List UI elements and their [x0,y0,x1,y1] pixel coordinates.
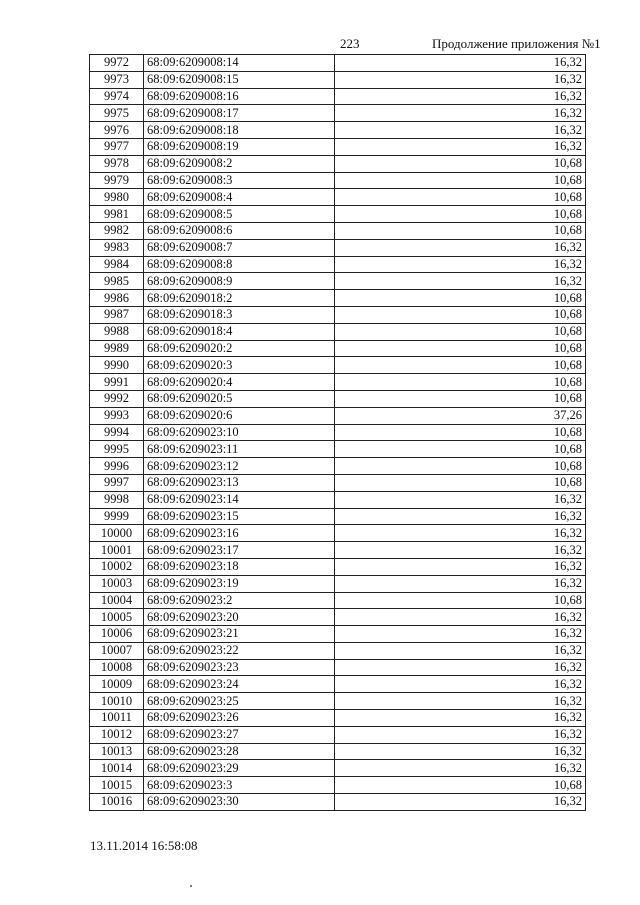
cadastral-number-cell: 68:09:6209023:29 [144,760,335,777]
value-cell: 10,68 [335,189,586,206]
table-row [90,659,586,676]
value-cell: 16,32 [335,55,586,72]
value-cell: 10,68 [335,592,586,609]
row-number-cell: 10004 [90,592,144,609]
table-row [90,256,586,273]
table-row [90,794,586,811]
value-cell: 16,32 [335,659,586,676]
page-number: 223 [340,36,360,51]
value-cell: 16,32 [335,256,586,273]
value-cell: 10,68 [335,357,586,374]
row-number-cell: 9988 [90,323,144,340]
row-number-cell: 9995 [90,441,144,458]
cadastral-number-cell: 68:09:6209023:23 [144,659,335,676]
table-row [90,743,586,760]
row-number-cell: 9977 [90,138,144,155]
table-row [90,575,586,592]
cadastral-number-cell: 68:09:6209018:3 [144,306,335,323]
table-row [90,642,586,659]
table-row [90,88,586,105]
value-cell: 16,32 [335,542,586,559]
cadastral-number-cell: 68:09:6209008:8 [144,256,335,273]
cadastral-number-cell: 68:09:6209008:9 [144,273,335,290]
row-number-cell: 9996 [90,458,144,475]
row-number-cell: 10012 [90,726,144,743]
table-row [90,189,586,206]
row-number-cell: 10016 [90,794,144,811]
table-row [90,508,586,525]
row-number-cell: 9999 [90,508,144,525]
data-table [89,54,586,811]
value-cell: 10,68 [335,290,586,307]
table-row [90,340,586,357]
value-cell: 10,68 [335,155,586,172]
row-number-cell: 9987 [90,306,144,323]
row-number-cell: 9973 [90,71,144,88]
row-number-cell: 9998 [90,491,144,508]
row-number-cell: 10007 [90,642,144,659]
row-number-cell: 10003 [90,575,144,592]
row-number-cell: 10008 [90,659,144,676]
value-cell: 10,68 [335,441,586,458]
cadastral-number-cell: 68:09:6209023:26 [144,710,335,727]
row-number-cell: 9983 [90,239,144,256]
cadastral-number-cell: 68:09:6209008:18 [144,122,335,139]
table-row [90,105,586,122]
row-number-cell: 9997 [90,474,144,491]
row-number-cell: 9984 [90,256,144,273]
table-row [90,491,586,508]
table-row [90,138,586,155]
table-row [90,306,586,323]
cadastral-number-cell: 68:09:6209023:10 [144,424,335,441]
row-number-cell: 10006 [90,626,144,643]
table-row [90,726,586,743]
cadastral-number-cell: 68:09:6209023:2 [144,592,335,609]
value-cell: 16,32 [335,642,586,659]
scan-dot [190,885,192,887]
cadastral-number-cell: 68:09:6209023:11 [144,441,335,458]
table-row [90,676,586,693]
cadastral-number-cell: 68:09:6209023:21 [144,626,335,643]
cadastral-number-cell: 68:09:6209020:5 [144,390,335,407]
table-row [90,525,586,542]
row-number-cell: 9992 [90,390,144,407]
row-number-cell: 10011 [90,710,144,727]
row-number-cell: 10000 [90,525,144,542]
value-cell: 16,32 [335,122,586,139]
cadastral-number-cell: 68:09:6209023:24 [144,676,335,693]
value-cell: 10,68 [335,474,586,491]
value-cell: 10,68 [335,172,586,189]
row-number-cell: 9981 [90,206,144,223]
value-cell: 16,32 [335,693,586,710]
value-cell: 16,32 [335,508,586,525]
cadastral-number-cell: 68:09:6209020:2 [144,340,335,357]
table-row [90,172,586,189]
row-number-cell: 9974 [90,88,144,105]
cadastral-number-cell: 68:09:6209018:4 [144,323,335,340]
row-number-cell: 9994 [90,424,144,441]
table-row [90,777,586,794]
value-cell: 10,68 [335,390,586,407]
cadastral-number-cell: 68:09:6209023:14 [144,491,335,508]
row-number-cell: 9975 [90,105,144,122]
row-number-cell: 9982 [90,222,144,239]
cadastral-number-cell: 68:09:6209008:4 [144,189,335,206]
table-row [90,441,586,458]
cadastral-number-cell: 68:09:6209018:2 [144,290,335,307]
table-row [90,542,586,559]
value-cell: 10,68 [335,458,586,475]
table-row [90,710,586,727]
value-cell: 16,32 [335,525,586,542]
value-cell: 37,26 [335,407,586,424]
value-cell: 10,68 [335,222,586,239]
cadastral-number-cell: 68:09:6209008:6 [144,222,335,239]
table-row [90,290,586,307]
cadastral-number-cell: 68:09:6209023:28 [144,743,335,760]
cadastral-number-cell: 68:09:6209023:27 [144,726,335,743]
table-row [90,474,586,491]
cadastral-number-cell: 68:09:6209023:18 [144,558,335,575]
cadastral-number-cell: 68:09:6209008:14 [144,55,335,72]
table-row [90,222,586,239]
table-row [90,122,586,139]
value-cell: 10,68 [335,777,586,794]
row-number-cell: 9985 [90,273,144,290]
value-cell: 16,32 [335,575,586,592]
footer-timestamp: 13.11.2014 16:58:08 [90,838,198,853]
table-row [90,71,586,88]
table-row [90,693,586,710]
table-row [90,609,586,626]
value-cell: 16,32 [335,105,586,122]
table-row [90,273,586,290]
table-row [90,558,586,575]
row-number-cell: 9979 [90,172,144,189]
table-row [90,374,586,391]
row-number-cell: 10010 [90,693,144,710]
cadastral-number-cell: 68:09:6209008:16 [144,88,335,105]
table-row [90,760,586,777]
value-cell: 10,68 [335,374,586,391]
value-cell: 16,32 [335,626,586,643]
value-cell: 10,68 [335,323,586,340]
cadastral-number-cell: 68:09:6209020:4 [144,374,335,391]
value-cell: 16,32 [335,710,586,727]
value-cell: 10,68 [335,306,586,323]
cadastral-number-cell: 68:09:6209008:19 [144,138,335,155]
value-cell: 16,32 [335,558,586,575]
row-number-cell: 9980 [90,189,144,206]
row-number-cell: 9978 [90,155,144,172]
table-row [90,592,586,609]
row-number-cell: 9990 [90,357,144,374]
table-row [90,407,586,424]
cadastral-number-cell: 68:09:6209023:15 [144,508,335,525]
value-cell: 16,32 [335,726,586,743]
cadastral-number-cell: 68:09:6209020:3 [144,357,335,374]
cadastral-number-cell: 68:09:6209023:17 [144,542,335,559]
value-cell: 10,68 [335,340,586,357]
row-number-cell: 9972 [90,55,144,72]
value-cell: 16,32 [335,609,586,626]
cadastral-number-cell: 68:09:6209008:17 [144,105,335,122]
row-number-cell: 10013 [90,743,144,760]
row-number-cell: 9991 [90,374,144,391]
cadastral-number-cell: 68:09:6209023:25 [144,693,335,710]
row-number-cell: 9976 [90,122,144,139]
cadastral-number-cell: 68:09:6209008:7 [144,239,335,256]
row-number-cell: 10001 [90,542,144,559]
value-cell: 16,32 [335,676,586,693]
value-cell: 10,68 [335,206,586,223]
value-cell: 16,32 [335,138,586,155]
table-row [90,357,586,374]
cadastral-number-cell: 68:09:6209020:6 [144,407,335,424]
table-row [90,458,586,475]
row-number-cell: 10009 [90,676,144,693]
table-row [90,626,586,643]
value-cell: 10,68 [335,424,586,441]
cadastral-number-cell: 68:09:6209023:22 [144,642,335,659]
value-cell: 16,32 [335,273,586,290]
table-row [90,55,586,72]
row-number-cell: 10014 [90,760,144,777]
cadastral-number-cell: 68:09:6209023:20 [144,609,335,626]
table-body [90,55,586,811]
row-number-cell: 9993 [90,407,144,424]
value-cell: 16,32 [335,71,586,88]
value-cell: 16,32 [335,88,586,105]
cadastral-number-cell: 68:09:6209023:13 [144,474,335,491]
table-row [90,155,586,172]
cadastral-number-cell: 68:09:6209008:15 [144,71,335,88]
table-row [90,424,586,441]
value-cell: 16,32 [335,760,586,777]
cadastral-number-cell: 68:09:6209023:16 [144,525,335,542]
value-cell: 16,32 [335,239,586,256]
row-number-cell: 10005 [90,609,144,626]
table-row [90,239,586,256]
row-number-cell: 9989 [90,340,144,357]
cadastral-number-cell: 68:09:6209008:5 [144,206,335,223]
row-number-cell: 9986 [90,290,144,307]
value-cell: 16,32 [335,743,586,760]
cadastral-number-cell: 68:09:6209023:12 [144,458,335,475]
header-title: Продолжение приложения №1 [432,36,601,51]
value-cell: 16,32 [335,491,586,508]
value-cell: 16,32 [335,794,586,811]
cadastral-number-cell: 68:09:6209008:3 [144,172,335,189]
row-number-cell: 10015 [90,777,144,794]
cadastral-number-cell: 68:09:6209023:19 [144,575,335,592]
table-row [90,323,586,340]
cadastral-number-cell: 68:09:6209008:2 [144,155,335,172]
cadastral-number-cell: 68:09:6209023:30 [144,794,335,811]
table-row [90,206,586,223]
row-number-cell: 10002 [90,558,144,575]
cadastral-number-cell: 68:09:6209023:3 [144,777,335,794]
table-row [90,390,586,407]
